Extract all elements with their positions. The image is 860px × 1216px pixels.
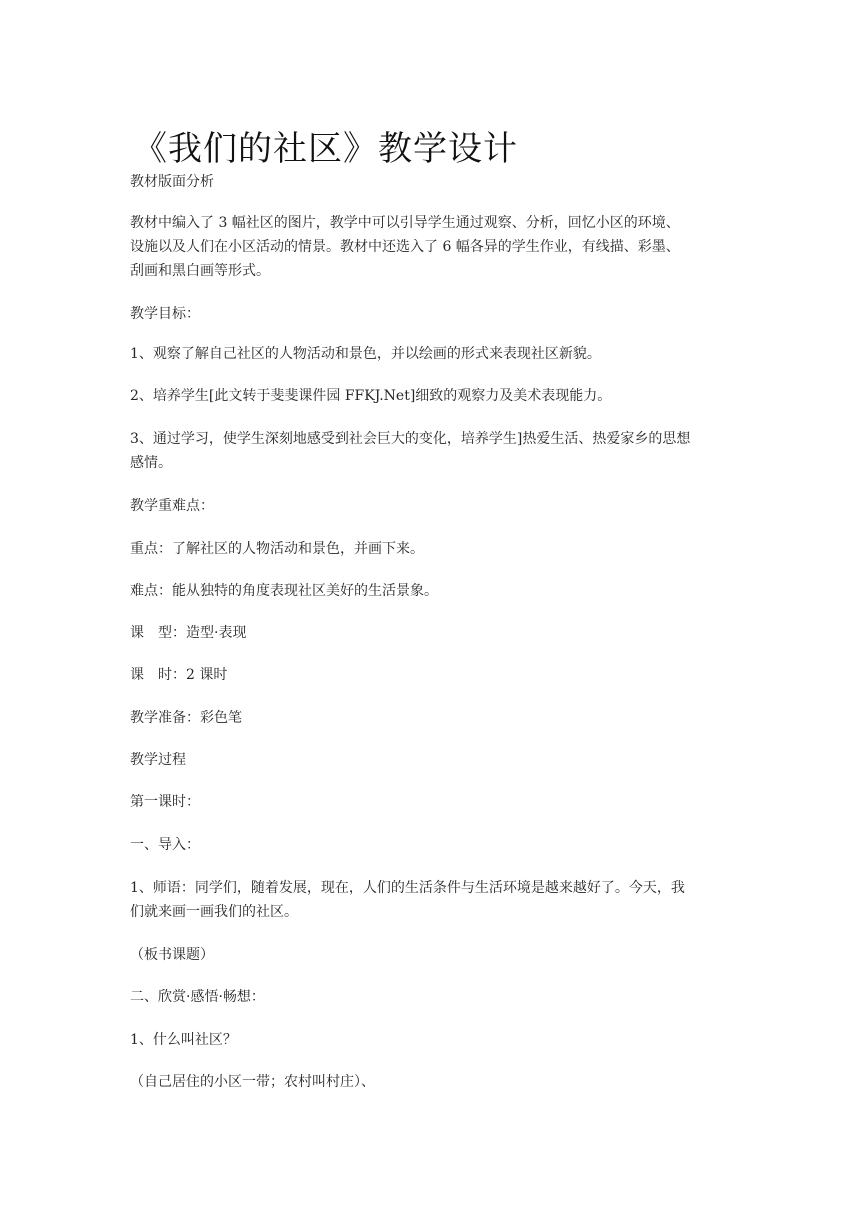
paragraph-teaching-goals-heading bbox=[130, 302, 740, 326]
text-line: 教材版面分析 bbox=[130, 174, 214, 190]
paragraph-first-lesson bbox=[130, 790, 740, 814]
text-line: 1、什么叫社区？ bbox=[130, 1032, 237, 1048]
paragraph-difficult-point bbox=[130, 579, 740, 603]
text-line: 二、欣赏·感悟·畅想： bbox=[130, 989, 265, 1005]
text-line: 教材中编入了 3 幅社区的图片，教学中可以引导学生通过观察、分析，回忆小区的环境、 bbox=[130, 215, 680, 231]
text-line: 设施以及人们在小区活动的情景。教材中还选入了 6 幅各异的学生作业，有线描、彩墨、 bbox=[130, 239, 680, 255]
text-line: 3、通过学习，使学生深刻地感受到社会巨大的变化，培养学生]热爱生活、热爱家乡的思想 bbox=[130, 431, 691, 447]
paragraph-teaching-preparation bbox=[130, 706, 740, 730]
text-line: 1、师语：同学们，随着发展，现在，人们的生活条件与生活环境是越来越好了。今天，我 bbox=[130, 880, 685, 896]
text-line: （板书课题） bbox=[130, 947, 214, 963]
text-line: 教学目标： bbox=[130, 306, 200, 322]
paragraph-goal-1 bbox=[130, 342, 740, 366]
paragraph-lesson-hours bbox=[130, 663, 740, 687]
paragraph-community-definition bbox=[130, 1070, 740, 1094]
paragraph-question-community bbox=[130, 1028, 740, 1052]
text-line: 重点：了解社区的人物活动和景色，并画下来。 bbox=[130, 541, 424, 557]
text-line: （自己居住的小区一带；农村叫村庄）、 bbox=[130, 1074, 375, 1090]
text-line: 第一课时： bbox=[130, 794, 200, 810]
paragraph-lesson-type bbox=[130, 621, 740, 645]
paragraph-key-point bbox=[130, 537, 740, 561]
text-line: 们就来画一画我们的社区。 bbox=[130, 904, 298, 920]
text-line: 课 型：造型·表现 bbox=[130, 625, 247, 641]
text-line: 课 时：2 课时 bbox=[130, 667, 228, 683]
paragraph-material-analysis-heading bbox=[130, 170, 740, 194]
paragraph-goal-3 bbox=[130, 427, 740, 475]
text-line: 教学过程 bbox=[130, 752, 186, 768]
paragraph-blackboard-title bbox=[130, 943, 740, 967]
document-title: 《我们的社区》教学设计 bbox=[133, 128, 518, 169]
text-line: 2、培养学生[此文转于斐斐课件园 FFKJ.Net]细致的观察力及美术表现能力。 bbox=[130, 388, 612, 404]
paragraph-introduction-heading bbox=[130, 833, 740, 857]
text-line: 一、导入： bbox=[130, 837, 200, 853]
text-line: 刮画和黑白画等形式。 bbox=[130, 263, 270, 279]
paragraph-material-description bbox=[130, 211, 740, 283]
text-line: 1、观察了解自己社区的人物活动和景色，并以绘画的形式来表现社区新貌。 bbox=[130, 346, 601, 362]
paragraph-appreciation-heading bbox=[130, 985, 740, 1009]
text-line: 教学准备：彩色笔 bbox=[130, 710, 242, 726]
paragraph-key-points-heading bbox=[130, 494, 740, 518]
paragraph-goal-2 bbox=[130, 384, 740, 408]
text-line: 教学重难点： bbox=[130, 498, 214, 514]
paragraph-teacher-speech bbox=[130, 876, 740, 924]
paragraph-teaching-process-heading bbox=[130, 748, 740, 772]
text-line: 感情。 bbox=[130, 455, 172, 471]
text-line: 难点：能从独特的角度表现社区美好的生活景象。 bbox=[130, 583, 438, 599]
